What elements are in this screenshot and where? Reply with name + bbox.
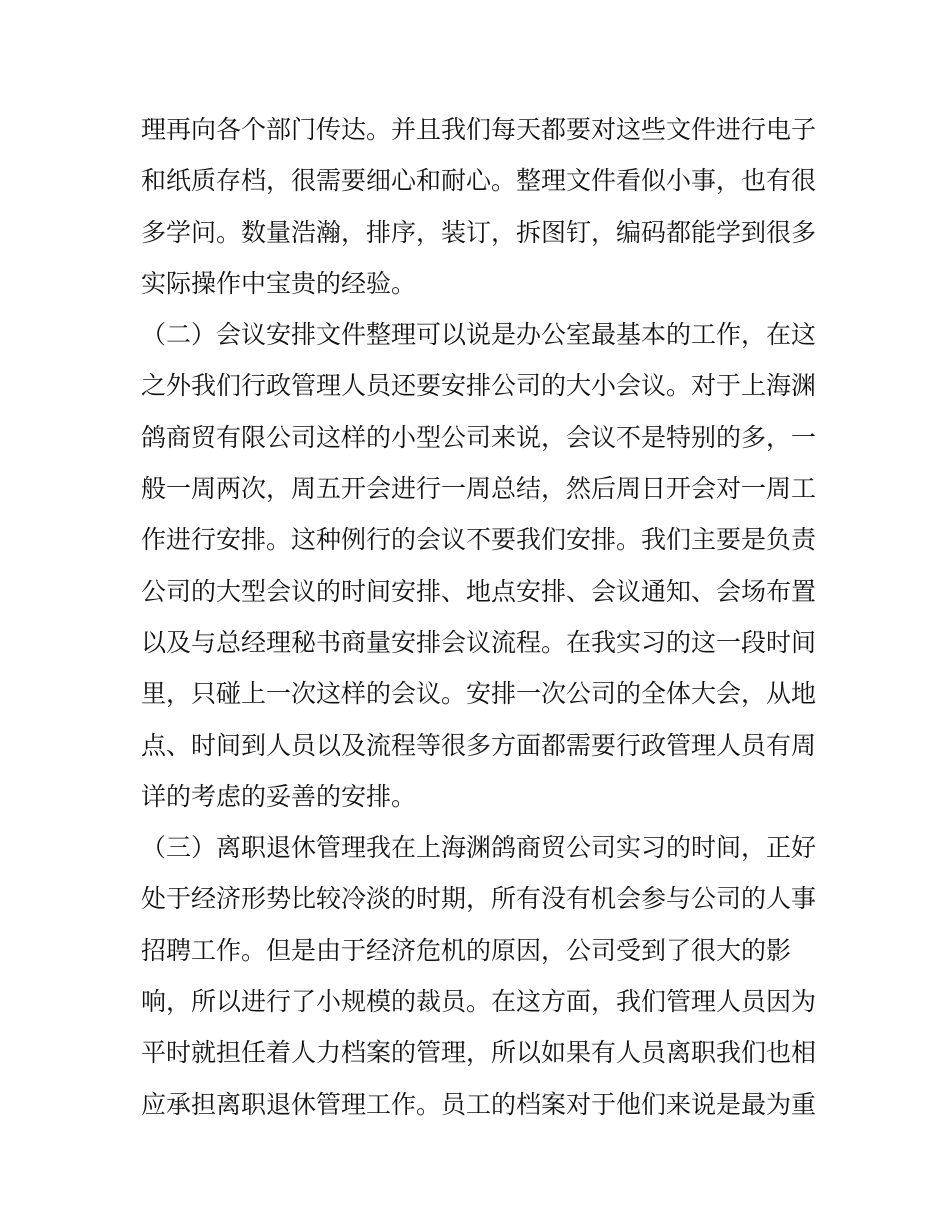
text-line: 平时就担任着人力档案的管理，所以如果有人员离职我们也相 (141, 1038, 817, 1068)
text-line: 作进行安排。这种例行的会议不要我们安排。我们主要是负责 (141, 525, 817, 555)
text-line: 理再向各个部门传达。并且我们每天都要对这些文件进行电子 (141, 115, 817, 144)
text-line: 多学问。数量浩瀚，排序，装订，拆图钉，编码都能学到很多 (141, 217, 817, 247)
text-line: 点、时间到人员以及流程等很多方面都需要行政管理人员有周 (141, 730, 817, 760)
text-line: 里，只碰上一次这样的会议。安排一次公司的全体大会，从地 (141, 679, 817, 709)
text-line: （二）会议安排文件整理可以说是办公室最基本的工作，在这 (141, 320, 817, 350)
text-line: 以及与总经理秘书商量安排会议流程。在我实习的这一段时间 (141, 627, 817, 657)
text-line: 实际操作中宝贵的经验。 (141, 268, 417, 298)
text-line: 招聘工作。但是由于经济危机的原因，公司受到了很大的影 (141, 935, 792, 965)
text-line: 响，所以进行了小规模的裁员。在这方面，我们管理人员因为 (141, 987, 817, 1017)
body-text (141, 104, 821, 1130)
text-line: 详的考虑的妥善的安排。 (141, 781, 417, 811)
text-line: 和纸质存档，很需要细心和耐心。整理文件看似小事，也有很 (141, 166, 817, 196)
text-line: 般一周两次，周五开会进行一周总结，然后周日开会对一周工 (141, 474, 817, 504)
text-line: 鸽商贸有限公司这样的小型公司来说，会议不是特别的多，一 (141, 422, 817, 452)
text-line: 处于经济形势比较冷淡的时期，所有没有机会参与公司的人事 (141, 884, 817, 914)
text-line: 应承担离职退休管理工作。员工的档案对于他们来说是最为重 (141, 1089, 817, 1119)
text-line: （三）离职退休管理我在上海渊鸽商贸公司实习的时间，正好 (141, 833, 817, 863)
text-line: 公司的大型会议的时间安排、地点安排、会议通知、会场布置 (141, 576, 817, 606)
text-line: 之外我们行政管理人员还要安排公司的大小会议。对于上海渊 (141, 371, 817, 401)
